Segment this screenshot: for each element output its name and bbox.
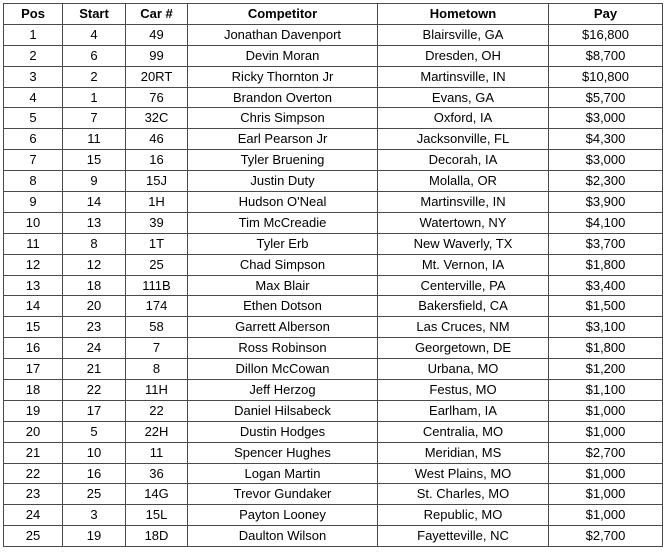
cell-pay: $1,000 (549, 484, 663, 505)
cell-start: 5 (63, 421, 126, 442)
table-row (4, 463, 663, 484)
cell-pos: 12 (4, 254, 63, 275)
cell-competitor: Max Blair (188, 275, 378, 296)
cell-start: 12 (63, 254, 126, 275)
cell-pay: $2,700 (549, 526, 663, 547)
cell-pos: 1 (4, 24, 63, 45)
cell-hometown: Evans, GA (378, 87, 549, 108)
cell-start: 6 (63, 45, 126, 66)
cell-start: 3 (63, 505, 126, 526)
cell-pos: 11 (4, 233, 63, 254)
table-row (4, 66, 663, 87)
table-row (4, 171, 663, 192)
cell-pos: 23 (4, 484, 63, 505)
cell-hometown: Meridian, MS (378, 442, 549, 463)
cell-hometown: Dresden, OH (378, 45, 549, 66)
cell-car-number: 1H (126, 192, 188, 213)
cell-hometown: Jacksonville, FL (378, 129, 549, 150)
cell-start: 13 (63, 212, 126, 233)
cell-pay: $16,800 (549, 24, 663, 45)
cell-pos: 15 (4, 317, 63, 338)
cell-pay: $3,000 (549, 150, 663, 171)
cell-competitor: Jonathan Davenport (188, 24, 378, 45)
cell-pay: $2,700 (549, 442, 663, 463)
cell-competitor: Chris Simpson (188, 108, 378, 129)
cell-pos: 3 (4, 66, 63, 87)
cell-start: 22 (63, 380, 126, 401)
cell-hometown: Earlham, IA (378, 400, 549, 421)
cell-car-number: 22 (126, 400, 188, 421)
cell-competitor: Hudson O'Neal (188, 192, 378, 213)
cell-competitor: Ricky Thornton Jr (188, 66, 378, 87)
cell-pos: 6 (4, 129, 63, 150)
results-table (3, 3, 663, 547)
header-competitor: Competitor (188, 4, 378, 25)
cell-pay: $2,300 (549, 171, 663, 192)
cell-pos: 17 (4, 359, 63, 380)
cell-car-number: 11H (126, 380, 188, 401)
cell-start: 20 (63, 296, 126, 317)
cell-start: 23 (63, 317, 126, 338)
table-row (4, 526, 663, 547)
cell-competitor: Tyler Erb (188, 233, 378, 254)
cell-pos: 24 (4, 505, 63, 526)
cell-hometown: Centralia, MO (378, 421, 549, 442)
cell-car-number: 36 (126, 463, 188, 484)
cell-hometown: Martinsville, IN (378, 192, 549, 213)
cell-car-number: 18D (126, 526, 188, 547)
cell-pos: 13 (4, 275, 63, 296)
header-hometown: Hometown (378, 4, 549, 25)
cell-hometown: Festus, MO (378, 380, 549, 401)
cell-pos: 18 (4, 380, 63, 401)
cell-pay: $3,700 (549, 233, 663, 254)
cell-start: 9 (63, 171, 126, 192)
cell-car-number: 15J (126, 171, 188, 192)
cell-pos: 19 (4, 400, 63, 421)
cell-pos: 25 (4, 526, 63, 547)
cell-pay: $1,800 (549, 338, 663, 359)
cell-start: 8 (63, 233, 126, 254)
cell-pos: 14 (4, 296, 63, 317)
cell-pos: 20 (4, 421, 63, 442)
cell-car-number: 111B (126, 275, 188, 296)
cell-pos: 4 (4, 87, 63, 108)
cell-pay: $3,000 (549, 108, 663, 129)
table-row (4, 442, 663, 463)
cell-car-number: 99 (126, 45, 188, 66)
cell-hometown: Oxford, IA (378, 108, 549, 129)
cell-car-number: 25 (126, 254, 188, 275)
cell-competitor: Ethen Dotson (188, 296, 378, 317)
cell-pay: $3,400 (549, 275, 663, 296)
cell-hometown: West Plains, MO (378, 463, 549, 484)
cell-car-number: 58 (126, 317, 188, 338)
cell-hometown: St. Charles, MO (378, 484, 549, 505)
cell-car-number: 39 (126, 212, 188, 233)
cell-pos: 10 (4, 212, 63, 233)
cell-car-number: 14G (126, 484, 188, 505)
cell-hometown: Martinsville, IN (378, 66, 549, 87)
cell-hometown: Las Cruces, NM (378, 317, 549, 338)
cell-start: 21 (63, 359, 126, 380)
cell-pay: $4,300 (549, 129, 663, 150)
cell-pos: 21 (4, 442, 63, 463)
table-row (4, 87, 663, 108)
cell-pay: $3,100 (549, 317, 663, 338)
cell-competitor: Daulton Wilson (188, 526, 378, 547)
cell-pay: $5,700 (549, 87, 663, 108)
cell-pos: 16 (4, 338, 63, 359)
cell-competitor: Dillon McCowan (188, 359, 378, 380)
cell-competitor: Payton Looney (188, 505, 378, 526)
cell-hometown: Republic, MO (378, 505, 549, 526)
cell-start: 2 (63, 66, 126, 87)
cell-competitor: Logan Martin (188, 463, 378, 484)
table-row (4, 254, 663, 275)
table-row (4, 150, 663, 171)
cell-hometown: Fayetteville, NC (378, 526, 549, 547)
cell-pay: $1,800 (549, 254, 663, 275)
cell-competitor: Ross Robinson (188, 338, 378, 359)
cell-car-number: 7 (126, 338, 188, 359)
table-row (4, 400, 663, 421)
cell-start: 16 (63, 463, 126, 484)
cell-competitor: Chad Simpson (188, 254, 378, 275)
cell-pos: 7 (4, 150, 63, 171)
cell-start: 15 (63, 150, 126, 171)
cell-car-number: 76 (126, 87, 188, 108)
cell-car-number: 11 (126, 442, 188, 463)
table-row (4, 505, 663, 526)
cell-pos: 22 (4, 463, 63, 484)
cell-car-number: 20RT (126, 66, 188, 87)
cell-pay: $1,100 (549, 380, 663, 401)
table-row (4, 359, 663, 380)
cell-start: 14 (63, 192, 126, 213)
cell-hometown: Decorah, IA (378, 150, 549, 171)
cell-competitor: Dustin Hodges (188, 421, 378, 442)
cell-start: 10 (63, 442, 126, 463)
cell-competitor: Earl Pearson Jr (188, 129, 378, 150)
cell-start: 18 (63, 275, 126, 296)
cell-start: 25 (63, 484, 126, 505)
cell-pos: 8 (4, 171, 63, 192)
table-row (4, 129, 663, 150)
cell-competitor: Spencer Hughes (188, 442, 378, 463)
header-car-number: Car # (126, 4, 188, 25)
cell-start: 1 (63, 87, 126, 108)
table-row (4, 296, 663, 317)
table-row (4, 338, 663, 359)
cell-start: 17 (63, 400, 126, 421)
table-row (4, 275, 663, 296)
cell-car-number: 16 (126, 150, 188, 171)
cell-hometown: Mt. Vernon, IA (378, 254, 549, 275)
table-row (4, 317, 663, 338)
cell-hometown: Bakersfield, CA (378, 296, 549, 317)
cell-pos: 9 (4, 192, 63, 213)
cell-pay: $1,000 (549, 421, 663, 442)
cell-car-number: 46 (126, 129, 188, 150)
cell-competitor: Tim McCreadie (188, 212, 378, 233)
cell-car-number: 8 (126, 359, 188, 380)
cell-start: 19 (63, 526, 126, 547)
cell-pay: $10,800 (549, 66, 663, 87)
cell-car-number: 32C (126, 108, 188, 129)
cell-competitor: Devin Moran (188, 45, 378, 66)
cell-pay: $4,100 (549, 212, 663, 233)
cell-competitor: Garrett Alberson (188, 317, 378, 338)
cell-competitor: Daniel Hilsabeck (188, 400, 378, 421)
table-body (4, 24, 663, 546)
cell-car-number: 174 (126, 296, 188, 317)
cell-car-number: 15L (126, 505, 188, 526)
cell-competitor: Brandon Overton (188, 87, 378, 108)
cell-pay: $1,000 (549, 505, 663, 526)
cell-start: 7 (63, 108, 126, 129)
cell-competitor: Justin Duty (188, 171, 378, 192)
cell-car-number: 1T (126, 233, 188, 254)
cell-pay: $1,000 (549, 400, 663, 421)
cell-start: 24 (63, 338, 126, 359)
table-row (4, 380, 663, 401)
table-row (4, 108, 663, 129)
table-row (4, 421, 663, 442)
cell-pos: 2 (4, 45, 63, 66)
table-header (4, 4, 663, 25)
cell-pos: 5 (4, 108, 63, 129)
cell-start: 11 (63, 129, 126, 150)
cell-pay: $3,900 (549, 192, 663, 213)
header-pay: Pay (549, 4, 663, 25)
cell-competitor: Trevor Gundaker (188, 484, 378, 505)
cell-pay: $8,700 (549, 45, 663, 66)
cell-hometown: Blairsville, GA (378, 24, 549, 45)
table-row (4, 45, 663, 66)
header-pos: Pos (4, 4, 63, 25)
header-start: Start (63, 4, 126, 25)
cell-pay: $1,000 (549, 463, 663, 484)
cell-car-number: 49 (126, 24, 188, 45)
cell-hometown: Centerville, PA (378, 275, 549, 296)
table-row (4, 484, 663, 505)
table-row (4, 212, 663, 233)
cell-hometown: Georgetown, DE (378, 338, 549, 359)
cell-pay: $1,500 (549, 296, 663, 317)
cell-car-number: 22H (126, 421, 188, 442)
cell-hometown: New Waverly, TX (378, 233, 549, 254)
header-row (4, 4, 663, 25)
cell-hometown: Molalla, OR (378, 171, 549, 192)
table-row (4, 24, 663, 45)
cell-competitor: Tyler Bruening (188, 150, 378, 171)
table-row (4, 233, 663, 254)
cell-hometown: Urbana, MO (378, 359, 549, 380)
cell-hometown: Watertown, NY (378, 212, 549, 233)
table-row (4, 192, 663, 213)
cell-competitor: Jeff Herzog (188, 380, 378, 401)
cell-start: 4 (63, 24, 126, 45)
cell-pay: $1,200 (549, 359, 663, 380)
